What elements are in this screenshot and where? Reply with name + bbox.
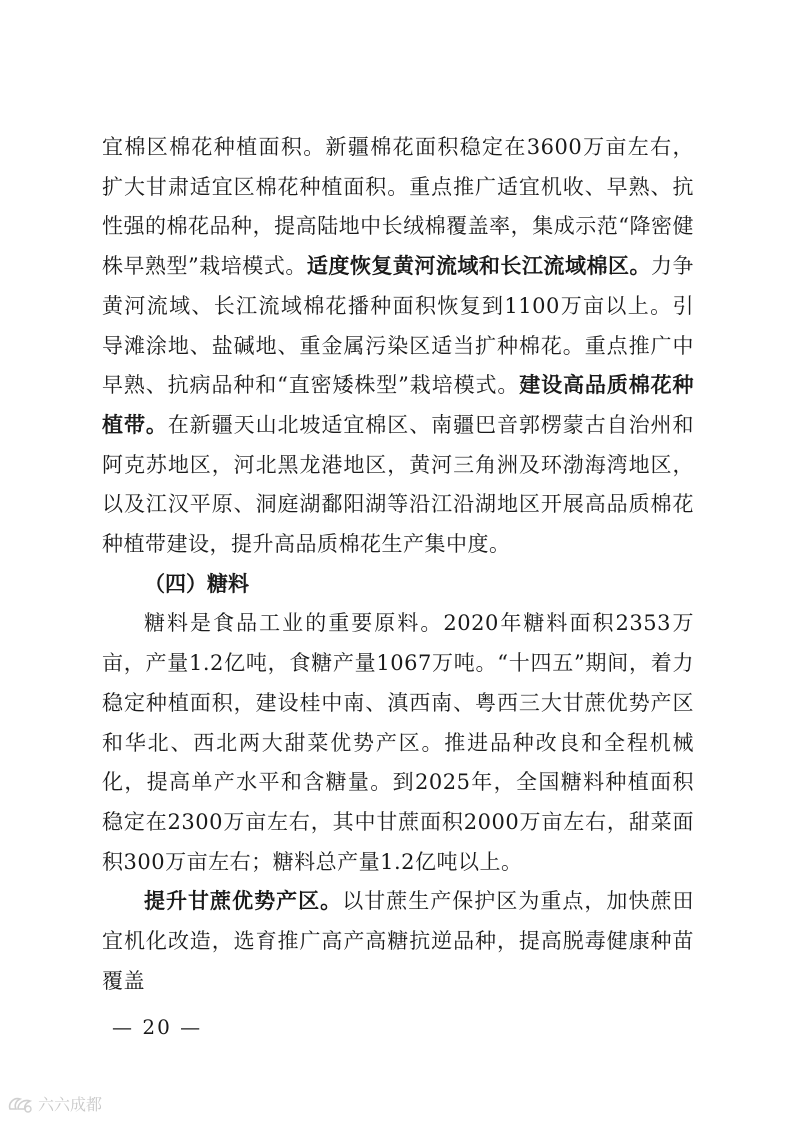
paragraph-cotton <box>102 128 694 565</box>
paragraph-cotton-text-b: 力争黄河流域、长江流域棉花播种面积恢复到1100万亩以上。引导滩涂地、盐碱地、重金属污染区适当扩种棉花。重点推广中早熟、抗病品种和“直密矮株型”栽培模式。 <box>102 254 694 398</box>
document-body <box>102 128 694 1001</box>
paragraph-cotton-text-c: 在新疆天山北坡适宜棉区、南疆巴音郭楞蒙古自治州和阿克苏地区，河北黑龙港地区，黄河三角洲及环渤海湾地区，以及江汉平原、洞庭湖鄱阳湖等沿江沿湖地区开展高品质棉花种植带建设，提升高品质棉花生产集中度。 <box>102 412 694 557</box>
bold-phrase-restore-cotton: 适度恢复黄河流域和长江流域棉区。 <box>306 254 651 279</box>
paragraph-sugarcane <box>102 882 694 1001</box>
section-heading-sugar: （四）糖料 <box>144 571 249 596</box>
page-number: — 20 — <box>112 1015 203 1039</box>
paragraph-cotton-text-a: 宜棉区棉花种植面积。新疆棉花面积稳定在3600万亩左右，扩大甘肃适宜区棉花种植面积。重点推广适宜机收、早熟、抗性强的棉花品种，提高陆地中长绒棉覆盖率，集成示范“降密健株早熟型”栽培模式。 <box>102 135 694 279</box>
watermark-logo-icon <box>6 1093 34 1115</box>
bold-phrase-quality-cotton: 建设高品质棉花种植带。 <box>102 373 694 437</box>
paragraph-sugarcane-text: 以甘蔗生产保护区为重点，加快蔗田宜机化改造，选育推广高产高糖抗逆品种，提高脱毒健康种苗覆盖 <box>102 889 694 993</box>
watermark-text: 六六成都 <box>38 1095 103 1114</box>
paragraph-sugar: 糖料是食品工业的重要原料。2020年糖料面积2353万亩，产量1.2亿吨，食糖产量1067万吨。“十四五”期间，着力稳定种植面积，建设桂中南、滇西南、粤西三大甘蔗优势产区和华北、西北两大甜菜优势产区。推进品种改良和全程机械化，提高单产水平和含糖量。到2025年，全国糖料种植面积稳定在2300万亩左右，其中甘蔗面积2000万亩左右，甜菜面积300万亩左右；糖料总产量1.2亿吨以上。 <box>102 611 694 874</box>
bold-phrase-sugarcane: 提升甘蔗优势产区。 <box>144 889 343 914</box>
watermark <box>6 1092 102 1115</box>
